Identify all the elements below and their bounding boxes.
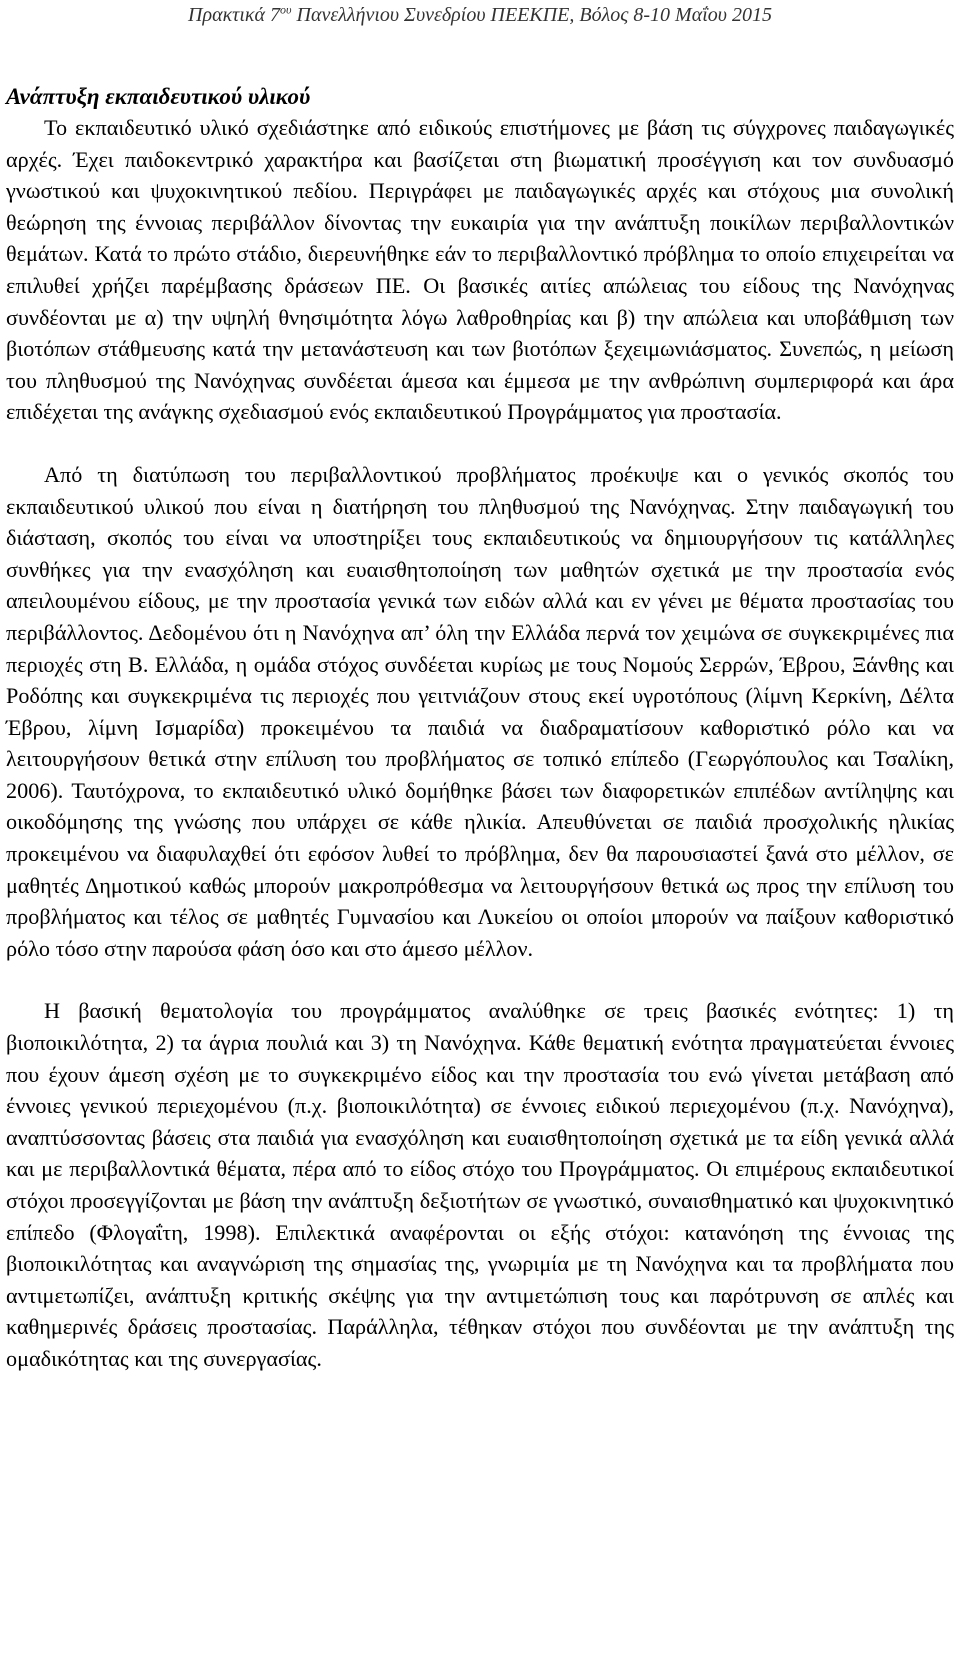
section-title: Ανάπτυξη εκπαιδευτικού υλικού xyxy=(6,84,311,109)
paragraph-3: Η βασική θεματολογία του προγράμματος αναλύθηκε σε τρεις βασικές ενότητες: 1) τη βιοποικιλότητα, 2) τα άγρια πουλιά και 3) τη Νανόχηνα. Κάθε θεματική ενότητα πραγματεύεται έννοιες που έχουν άμεση σχέση με το συγκεκριμένο είδος και την προστασία του ενώ γίνεται μετάβαση από έννοιες γενικού περιεχομένου (π.χ. βιοποικιλότητα) σε έννοιες ειδικού περιεχομένου (π.χ. Νανόχηνα), αναπτύσσοντας βάσεις στα παιδιά για ενασχόληση και ευαισθητοποίηση σχετικά με τα είδη γενικά αλλά και με περιβαλλοντικά θέματα, πέρα από το είδος στόχο του Προγράμματος. Οι επιμέρους εκπαιδευτικοί στόχοι προσεγγίζονται με βάση την ανάπτυξη δεξιοτήτων σε γνωστικό, συναισθηματικό και ψυχοκινητικό επίπεδο (Φλογαΐτη, 1998). Επιλεκτικά αναφέρονται οι εξής στόχοι: κατανόηση της έννοιας της βιοποικιλότητας και αναγνώριση της σημασίας της, γνωριμία με τη Νανόχηνα και τα προβλήματα που αντιμετωπίζει, ανάπτυξη κριτικής σκέψης για την αντιμετώπιση τους και παρότρυνση σε απλές και καθημερινές δράσεις προστασίας. Παράλληλα, τέθηκαν στόχοι που συνδέονται με την ανάπτυξη της ομαδικότητας και της συνεργασίας. xyxy=(6,998,954,1371)
paragraph-2: Από τη διατύπωση του περιβαλλοντικού προβλήματος προέκυψε και ο γενικός σκοπός του εκπαιδευτικού υλικού που είναι η διατήρηση του πληθυσμού της Νανόχηνας. Στην παιδαγωγική του διάσταση, σκοπός του είναι να υποστηρίξει τους εκπαιδευτικούς να δημιουργήσουν τις κατάλληλες συνθήκες για την ενασχόληση και ευαισθητοποίηση των μαθητών σχετικά με την προστασία ενός απειλουμένου είδους, με την προστασία γενικά των ειδών αλλά και εν γένει με θέματα προστασίας του περιβάλλοντος. Δεδομένου ότι η Νανόχηνα απ’ όλη την Ελλάδα περνά τον χειμώνα σε συγκεκριμένες πια περιοχές στη Β. Ελλάδα, η ομάδα στόχος συνδέεται κυρίως με τους Νομούς Σερρών, Έβρου, Ξάνθης και Ροδόπης και συγκεκριμένα τις περιοχές που γειτνιάζουν στους εκεί υγροτόπους (λίμνη Κερκίνη, Δέλτα Έβρου, λίμνη Ισμαρίδα) προκειμένου τα παιδιά να διαδραματίσουν καθοριστικό ρόλο και να λειτουργήσουν θετικά στην επίλυση του προβλήματος σε τοπικό επίπεδο (Γεωργόπουλος και Τσαλίκη, 2006). Ταυτόχρονα, το εκπαιδευτικό υλικό δομήθηκε βάσει των διαφορετικών επιπέδων αντίληψης και οικοδόμησης της γνώσης που υπάρχει σε κάθε ηλικία. Απευθύνεται σε παιδιά προσχολικής ηλικίας προκειμένου να διαφυλαχθεί ότι εφόσον λυθεί το πρόβλημα, δεν θα παρουσιαστεί ξανά στο μέλλον, σε μαθητές Δημοτικού καθώς μπορούν μακροπρόθεσμα να λειτουργήσουν θετικά ως προς την επίλυση του προβλήματος και τέλος σε μαθητές Γυμνασίου και Λυκείου οι οποίοι μπορούν να παίξουν καθοριστικό ρόλο τόσο στην παρούσα φάση όσο και στο άμεσο μέλλον. xyxy=(6,461,954,961)
header-suffix: Πανελλήνιου Συνεδρίου ΠΕΕΚΠΕ, Βόλος 8-10 Μαΐου 2015 xyxy=(291,4,772,26)
header-superscript: ου xyxy=(279,2,292,17)
main-content xyxy=(6,82,954,1375)
running-header xyxy=(0,2,960,28)
header-prefix: Πρακτικά 7 xyxy=(188,4,280,26)
paragraph-1: Το εκπαιδευτικό υλικό σχεδιάστηκε από ειδικούς επιστήμονες με βάση τις σύγχρονες παιδαγωγικές αρχές. Έχει παιδοκεντρικό χαρακτήρα και βασίζεται στη βιωματική προσέγγιση και τον συνδυασμό γνωστικού και ψυχοκινητικού πεδίου. Περιγράφει με παιδαγωγικές αρχές και στόχους μια συνολική θεώρηση της έννοιας περιβάλλον δίνοντας την ευκαιρία για την ανάπτυξη ποικίλων περιβαλλοντικών θεμάτων. Κατά το πρώτο στάδιο, διερευνήθηκε εάν το περιβαλλοντικό πρόβλημα το οποίο επιχειρείται να επιλυθεί χρήζει παρέμβασης δράσεων ΠΕ. Οι βασικές αιτίες απώλειας του είδους της Νανόχηνας συνδέονται με α) την υψηλή θνησιμότητα λόγω λαθροθηρίας και β) την απώλεια και υποβάθμιση των βιοτόπων στάθμευσης κατά την μετανάστευση και των βιοτόπων ξεχειμωνιάσματος. Συνεπώς, η μείωση του πληθυσμού της Νανόχηνας συνδέεται άμεσα και έμμεσα με την ανθρώπινη συμπεριφορά και άρα επιδέχεται της ανάγκης σχεδιασμού ενός εκπαιδευτικού Προγράμματος για προστασία. xyxy=(6,115,954,425)
